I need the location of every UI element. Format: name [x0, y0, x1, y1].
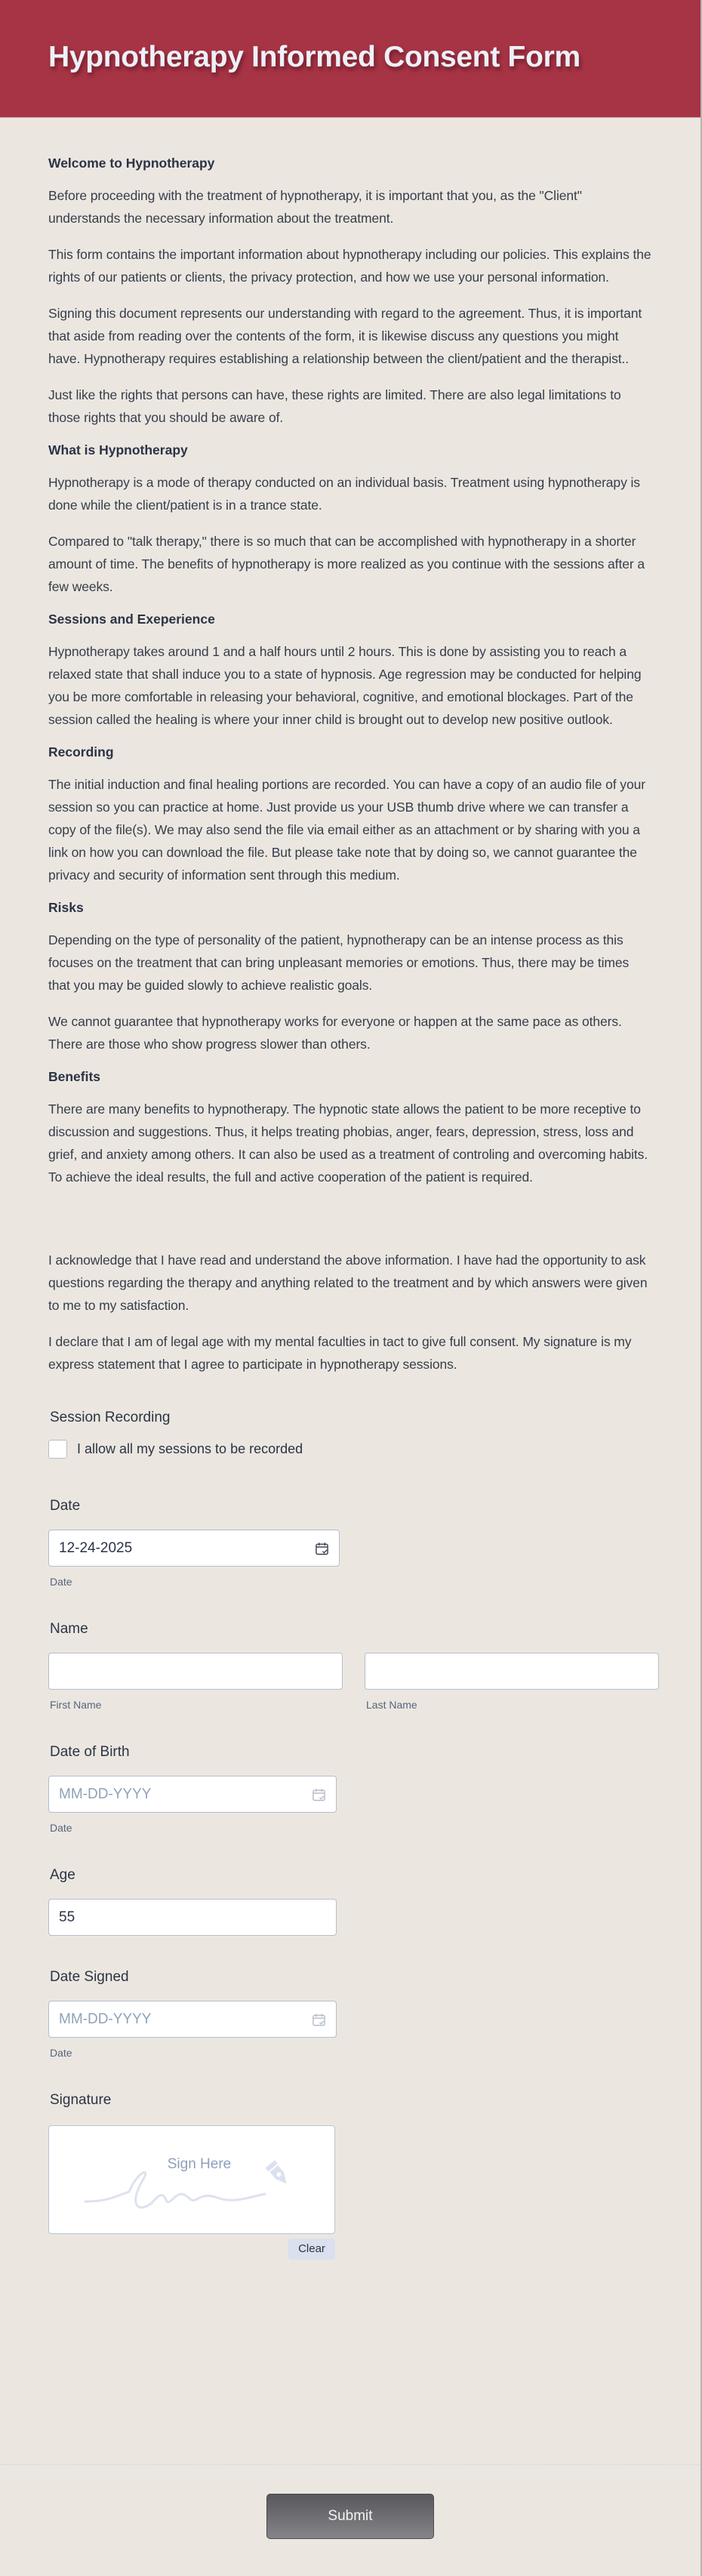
signature-pad[interactable]	[48, 2125, 335, 2234]
date-signed-input[interactable]	[48, 2001, 337, 2038]
signature-label: Signature	[50, 2092, 112, 2108]
name-inputs	[48, 1638, 652, 1711]
declaration-text: I declare that I am of legal age with my mental faculties in tact to give full consent. My signature is my express statement that I agree to participate in hypnotherapy sessions.	[48, 1334, 632, 1372]
section-heading: Welcome to Hypnotherapy	[48, 156, 215, 171]
date-of-birth-sublabel: Date	[50, 1822, 72, 1834]
first-name-sublabel: First Name	[50, 1699, 102, 1711]
paragraph: This form contains the important information about hypnotherapy including our policies. This explains the rights of our patients or clients, the privacy protection, and how we use your personal information.	[48, 247, 651, 285]
date-signed-sublabel: Date	[50, 2047, 72, 2059]
date-sublabel: Date	[50, 1576, 72, 1588]
calendar-icon[interactable]	[312, 1787, 326, 1801]
acknowledgement-text: I acknowledge that I have read and understand the above information. I have had the opportunity to ask questions regarding the therapy and anything related to the treatment and by which answers were given to me to my satisfaction.	[48, 1253, 648, 1313]
paragraph: Just like the rights that persons can have, these rights are limited. There are also legal limitations to those rights that you should be aware of.	[48, 387, 621, 425]
sign-here-placeholder: Sign Here	[167, 2156, 232, 2172]
last-name-sublabel: Last Name	[366, 1699, 417, 1711]
paragraph: Depending on the type of personality of the patient, hypnotherapy can be an intense process as this focuses on the treatment that can bring unpleasant memories or emotions. Thus, there may be times that you may be guided slowly to achieve realistic goals.	[48, 932, 630, 993]
signature-field	[48, 2092, 652, 2260]
paragraph: Hypnotherapy is a mode of therapy conducted on an individual basis. Treatment using hypnotherapy is done while the client/patient is in a trance state.	[48, 475, 640, 513]
section-heading: Sessions and Exeperience	[48, 612, 215, 627]
pen-nib-icon	[262, 2159, 297, 2191]
paragraph: There are many benefits to hypnotherapy. The hypnotic state allows the patient to be more receptive to discussion and suggestions. Thus, it helps treating phobias, anger, fears, depression, stress, loss and grief, and anxiety among others. It can also be used as a treatment of controling and overcoming habits. To achieve the ideal results, the full and active cooperation of the patient is required.	[48, 1102, 648, 1185]
name-field	[48, 1621, 652, 1711]
paragraph: We cannot guarantee that hypnotherapy works for everyone or happen at the same pace as others. There are those who show progress slower than others.	[48, 1014, 622, 1052]
section-heading: What is Hypnotherapy	[48, 442, 188, 458]
consent-text	[0, 118, 700, 1376]
date-signed-placeholder: MM-DD-YYYY	[59, 2011, 152, 2027]
paragraph: Before proceeding with the treatment of hypnotherapy, it is important that you, as the "Client" understands the necessary information about the treatment.	[48, 188, 582, 226]
date-value: 12-24-2025	[59, 1539, 133, 1556]
date-input[interactable]	[48, 1530, 340, 1567]
date-signed-label: Date Signed	[50, 1969, 129, 1985]
section-heading: Risks	[48, 900, 84, 915]
recording-consent-checkbox[interactable]	[48, 1440, 67, 1459]
submit-area	[0, 2494, 700, 2539]
consent-form	[0, 1410, 700, 2260]
clear-signature-button[interactable]: Clear	[288, 2239, 335, 2260]
date-of-birth-placeholder: MM-DD-YYYY	[59, 1786, 152, 1802]
age-label: Age	[50, 1867, 75, 1883]
date-label: Date	[50, 1498, 81, 1514]
session-recording-field	[48, 1410, 652, 1459]
section-heading: Recording	[48, 744, 114, 760]
first-name-input[interactable]	[48, 1653, 343, 1690]
session-recording-label: Session Recording	[50, 1410, 171, 1425]
paragraph: Signing this document represents our understanding with regard to the agreement. Thus, it is important that aside from reading over the contents of the form, it is likewise discuss any questions you might have. Hypnotherapy requires establishing a relationship between the client/patient and the therapist..	[48, 306, 642, 366]
date-of-birth-field	[48, 1744, 652, 1834]
date-of-birth-label: Date of Birth	[50, 1744, 130, 1760]
calendar-icon[interactable]	[312, 2012, 326, 2026]
age-field	[48, 1867, 652, 1936]
calendar-icon[interactable]	[315, 1541, 329, 1555]
paragraph: Hypnotherapy takes around 1 and a half hours until 2 hours. This is done by assisting you to reach a relaxed state that shall induce you to a state of hypnosis. Age regression may be conducted for helping you be more comfortable in releasing your behavioral, cognitive, and emotional blockages. Part of the session called the healing is where your inner child is brought out to develop new positive outlook.	[48, 644, 642, 727]
last-name-input[interactable]	[365, 1653, 659, 1690]
name-label: Name	[50, 1621, 88, 1637]
paragraph: The initial induction and final healing portions are recorded. You can have a copy of an audio file of your session so you can practice at home. Just provide us your USB thumb drive where we can transfer a copy of the file(s). We may also send the file via email either as an attachment or by sharing with you a link on how you can download the file. But please take note that by doing so, we cannot guarantee the privacy and security of information sent through this medium.	[48, 777, 645, 883]
section-heading: Benefits	[48, 1069, 101, 1084]
form-divider	[0, 2464, 700, 2465]
date-signed-field	[48, 1969, 652, 2059]
form-header	[0, 0, 700, 118]
paragraph: Compared to "talk therapy," there is so much that can be accomplished with hypnotherapy in a shorter amount of time. The benefits of hypnotherapy is more realized as you continue with the sessions after a few weeks.	[48, 534, 645, 594]
recording-consent-label[interactable]: I allow all my sessions to be recorded	[77, 1441, 303, 1456]
age-value: 55	[59, 1909, 75, 1925]
submit-button[interactable]: Submit	[266, 2494, 434, 2539]
age-input[interactable]	[48, 1899, 337, 1936]
date-field	[48, 1498, 652, 1588]
recording-consent-option[interactable]	[48, 1440, 652, 1459]
date-of-birth-input[interactable]	[48, 1776, 337, 1813]
form-title: Hypnotherapy Informed Consent Form	[48, 41, 580, 73]
